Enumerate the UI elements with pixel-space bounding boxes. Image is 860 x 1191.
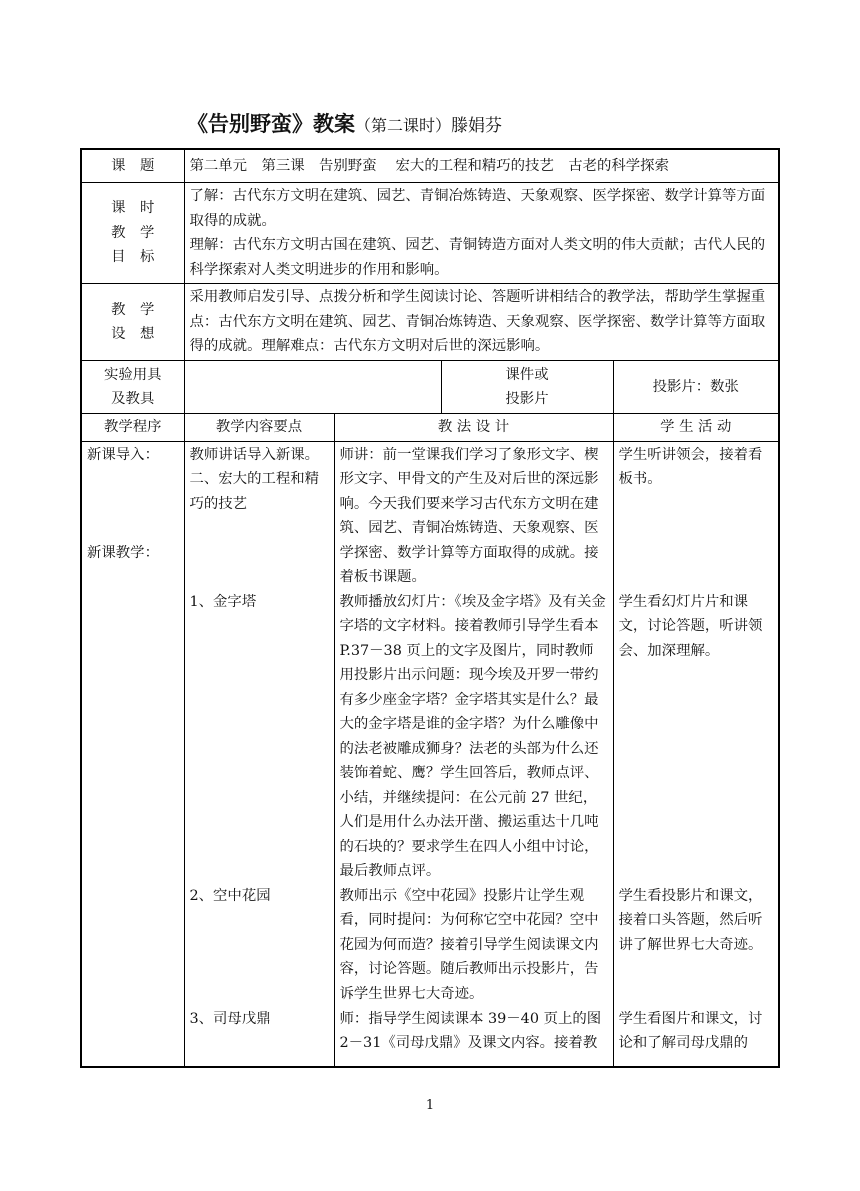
content-garden: 2、空中花园 <box>189 887 271 904</box>
design-text: 采用教师启发引导、点拨分析和学生阅读讨论、答题听讲相结合的教学法，帮助学生掌握重点：古代东方文明在建筑、园艺、青铜冶炼铸造、天象观察、医学探密、数学计算等方面取得的成就。理解难点：古代东方文明对后世的深远影响。 <box>184 284 779 361</box>
equip-label-2: 及教具 <box>111 391 155 407</box>
row-goals <box>81 183 779 284</box>
goal-label-1: 课 时 <box>111 200 155 217</box>
row-column-headers <box>81 414 779 442</box>
method-block-pyramid: 教师播放幻灯片：《埃及金字塔》及有关金字塔的文字材料。接着教师引导学生看本 P.37－38 页上的文字及图片，同时教师用投影片出示问题：现今埃及开罗一带约有多少座金字塔？金字塔其实是什么？最大的金字塔是谁的金字塔？为什么雕像中的法老被雕成狮身？法老的头部为什么还装饰着蛇、鹰？学生回答后，教师点评、小结，并继续提问：在公元前 27 世纪，人们是用什么办法开凿、搬运重达十几吨的石块的？要求学生在四人小组中讨论，最后教师点评。 <box>339 593 606 879</box>
col-header-method: 教 法 设 计 <box>334 414 613 442</box>
title-main: 《告别野蛮》教案 <box>187 112 355 136</box>
goal-text-comprehend: 理解：古代东方文明古国在建筑、园艺、青铜铸造方面对人类文明的伟大贡献；古代人民的科学探索对人类文明进步的作用和影响。 <box>189 237 766 278</box>
activity-block-pyramid: 学生看幻灯片片和课文，讨论答题，听讲领会、加深理解。 <box>618 593 763 659</box>
content-intro: 教师讲话导入新课。 <box>189 446 320 463</box>
content-block-pyramid <box>190 590 329 884</box>
courseware-2: 投影片 <box>505 391 549 407</box>
row-teaching-body <box>81 441 779 1067</box>
lesson-plan-table <box>80 148 780 1068</box>
activity-cell <box>613 441 779 1067</box>
document-title <box>187 109 502 141</box>
row-design <box>81 284 779 361</box>
equip-label <box>81 361 184 414</box>
equip-blank <box>184 361 441 414</box>
content-block-ding <box>190 1007 329 1032</box>
goal-label-3: 目 标 <box>111 249 155 266</box>
goal-label-2: 教 学 <box>111 224 155 241</box>
method-block-garden: 教师出示《空中花园》投影片让学生观看，同时提问：为何称它空中花园？空中花园为何而造？接着引导学生阅读课文内容，讨论答题。随后教师出示投影片，告诉学生世界七大奇迹。 <box>339 887 599 1002</box>
content-section-two: 二、宏大的工程和精巧的技艺 <box>189 471 320 512</box>
method-cell <box>334 441 613 1067</box>
courseware-cell <box>441 361 613 414</box>
method-block-ding: 师：指导学生阅读课本 39－40 页上的图 2－31《司母戊鼎》及课文内容。接着教 <box>339 1010 602 1051</box>
design-label-1: 教 学 <box>111 301 155 318</box>
goal-text-understand: 了解：古代东方文明在建筑、园艺、青铜冶炼铸造、天象观察、医学探密、数学计算等方面取得的成就。 <box>189 188 766 229</box>
topic-value: 第二单元 第三课 告别野蛮 宏大的工程和精巧的技艺 古老的科学探索 <box>184 149 779 183</box>
col-header-program: 教学程序 <box>81 414 184 442</box>
content-block-intro <box>190 443 329 590</box>
row-equipment <box>81 361 779 414</box>
goal-text <box>184 183 779 284</box>
method-block-intro: 师讲：前一堂课我们学习了象形文字、楔形文字、甲骨文的产生及对后世的深远影响。今天我们要来学习古代东方文明在建筑、园艺、青铜冶炼铸造、天象观察、医学探密、数学计算等方面取得的成就。接着板书课题。 <box>339 446 599 585</box>
activity-block-ding: 学生看图片和课文，讨论和了解司母戊鼎的 <box>618 1010 763 1051</box>
topic-label: 课 题 <box>81 149 184 183</box>
program-teach: 新课教学： <box>87 544 159 561</box>
title-session: （第二课时） <box>355 116 452 135</box>
content-pyramid: 1、金字塔 <box>189 593 257 610</box>
content-ding: 3、司母戊鼎 <box>189 1010 271 1027</box>
row-topic <box>81 149 779 183</box>
courseware-1: 课件或 <box>505 366 549 383</box>
page-number: 1 <box>425 1098 435 1113</box>
program-cell <box>81 441 184 1067</box>
content-block-garden <box>190 884 329 1007</box>
equip-label-1: 实验用具 <box>103 366 162 383</box>
goal-label <box>81 183 184 284</box>
title-author: 滕娟芬 <box>451 116 503 136</box>
activity-block-garden: 学生看投影片和课文，接着口头答题，然后听讲了解世界七大奇迹。 <box>618 887 763 953</box>
design-label <box>81 284 184 361</box>
activity-block-intro: 学生听讲领会，接着看板书。 <box>618 446 763 487</box>
col-header-activity: 学 生 活 动 <box>613 414 779 442</box>
col-header-content: 教学内容要点 <box>184 414 334 442</box>
design-label-2: 设 想 <box>111 326 155 342</box>
content-cell <box>184 441 334 1067</box>
program-intro: 新课导入： <box>87 446 159 463</box>
projection-cell: 投影片：数张 <box>613 361 779 414</box>
